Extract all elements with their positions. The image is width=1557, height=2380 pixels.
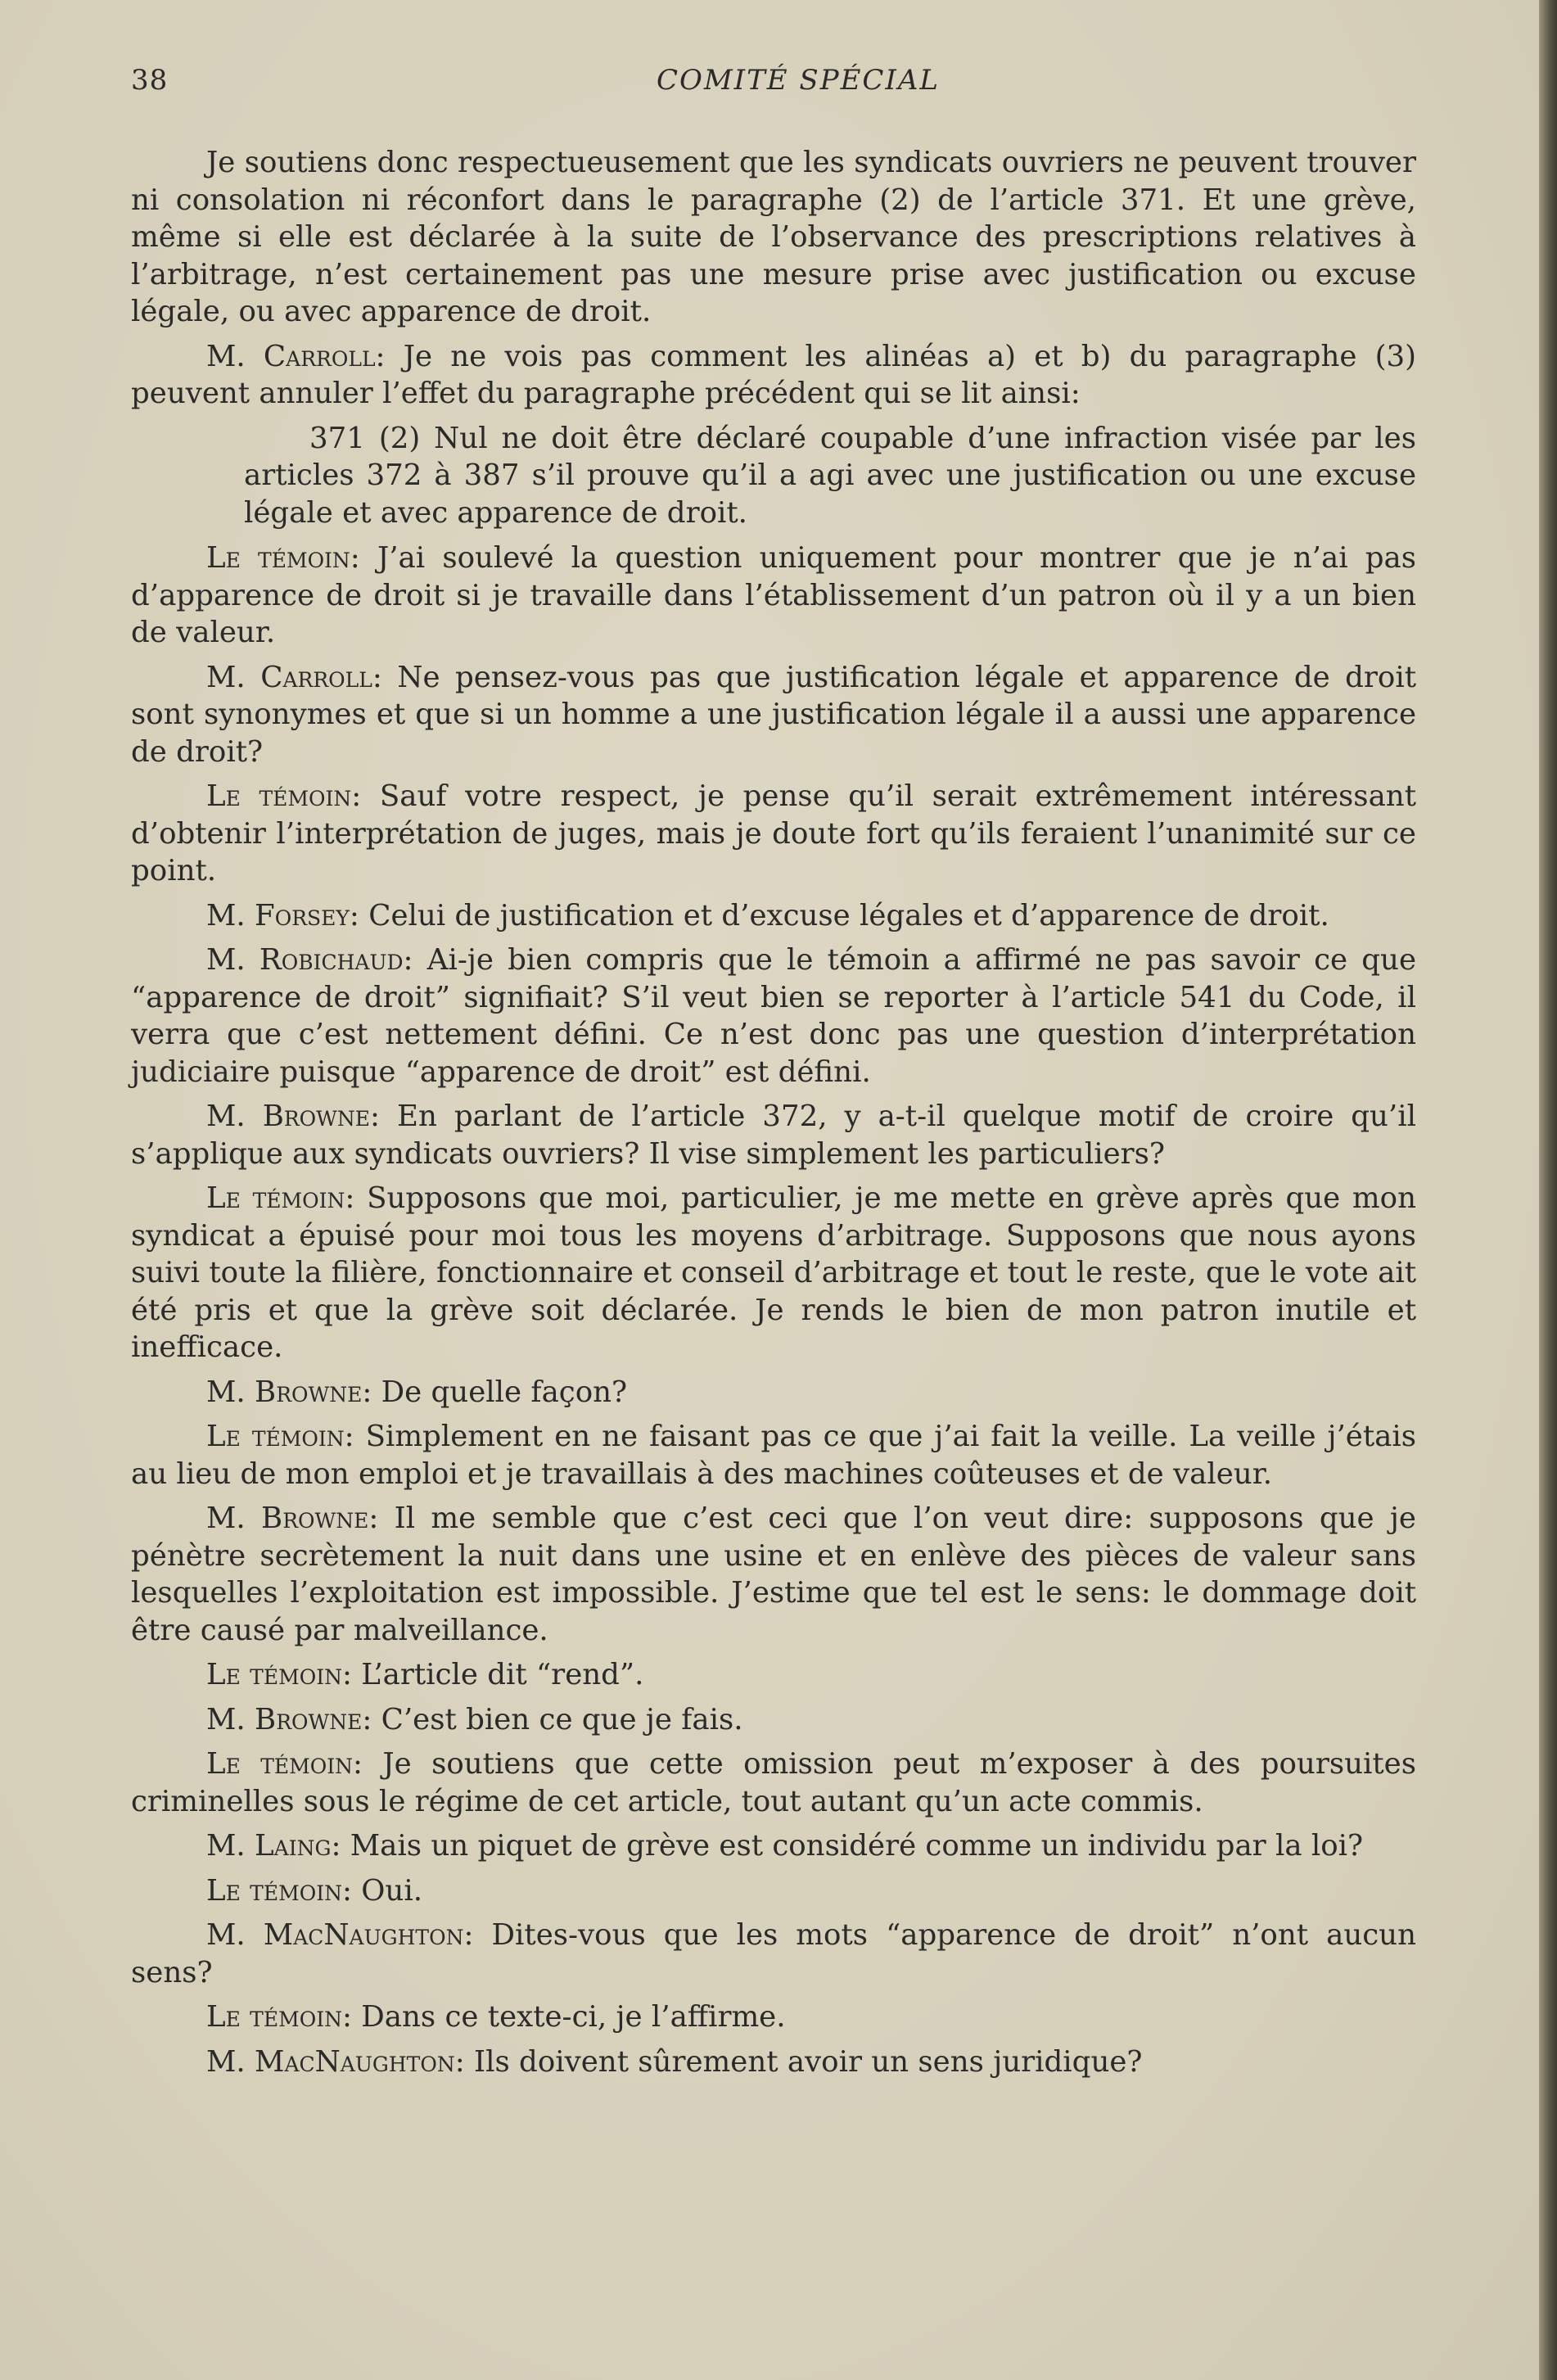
paragraph	[131, 1745, 1416, 1820]
speaker-name: M. Browne:	[206, 1100, 380, 1133]
speaker-name: Le témoin:	[206, 541, 360, 575]
paragraph	[131, 338, 1416, 413]
speaker-name: M. Browne:	[206, 1375, 372, 1409]
paragraph-text: Supposons que moi, particulier, je me mette en grève après que mon syndicat a épuisé pour moi tous les moyens d’arbitrage. Supposons que nous ayons suivi toute la filière, fonctionnaire et conseil d’arbitrage et tout le reste, que le vote ait été pris et que la grève soit déclarée. Je rends le bien de mon patron inutile et inefficace.	[131, 1181, 1416, 1364]
paragraph-text: Il me semble que c’est ceci que l’on veut dire: supposons que je pénètre secrètement la nuit dans une usine et en enlève des pièces de valeur sans lesquelles l’exploitation est impossible. J’estime que tel est le sens: le dommage doit être causé par malveillance.	[131, 1502, 1416, 1647]
speaker-name: M. Robichaud:	[206, 943, 413, 977]
page-number: 38	[131, 64, 169, 97]
paragraph-text: En parlant de l’article 372, y a-t-il quelque motif de croire qu’il s’applique aux syndicats ouvriers? Il vise simplement les particuliers?	[131, 1100, 1416, 1171]
speaker-name: Le témoin:	[206, 1747, 363, 1781]
paragraph-text: Je soutiens que cette omission peut m’exposer à des poursuites criminelles sous le régime de cet article, tout autant qu’un acte commis.	[131, 1747, 1416, 1818]
paragraph-text: J’ai soulevé la question uniquement pour montrer que je n’ai pas d’apparence de droit si je travaille dans l’établissement d’un patron où il y a un bien de valeur.	[131, 541, 1416, 649]
quoted-article	[131, 420, 1416, 532]
paragraph	[131, 778, 1416, 890]
running-title: COMITÉ SPÉCIAL	[656, 64, 940, 97]
paragraph	[131, 942, 1416, 1091]
speaker-name: Le témoin:	[206, 1420, 354, 1453]
paragraph	[131, 659, 1416, 771]
paragraph-text: Dites-vous que les mots “apparence de droit” n’ont aucun sens?	[131, 1918, 1416, 1989]
paragraph	[131, 1872, 1416, 1910]
paragraph	[131, 1418, 1416, 1493]
speaker-name: M. Forsey:	[206, 898, 359, 933]
page-edge-shadow	[1539, 0, 1557, 2380]
paragraph	[131, 897, 1416, 935]
paragraph-text: Ils doivent sûrement avoir un sens juridique?	[474, 2044, 1143, 2079]
paragraph-text: Je ne vois pas comment les alinéas a) et b) du paragraphe (3) peuvent annuler l’effet du paragraphe précédent qui se lit ainsi:	[131, 339, 1417, 410]
paragraph	[131, 1500, 1416, 1649]
paragraph	[131, 144, 1416, 331]
paragraph	[131, 1656, 1416, 1694]
body-text	[131, 144, 1416, 2080]
paragraph-text: Simplement en ne faisant pas ce que j’ai fait la veille. La veille j’étais au lieu de mon emploi et je travaillais à des machines coûteuses et de valeur.	[131, 1420, 1416, 1491]
speaker-name: Le témoin:	[206, 2000, 352, 2034]
paragraph	[131, 1917, 1416, 1991]
paragraph	[131, 540, 1416, 652]
speaker-name: M. MacNaughton:	[206, 2044, 465, 2079]
paragraph	[131, 1098, 1416, 1172]
paragraph-text: Ne pensez-vous pas que justification légale et apparence de droit sont synonymes et que si un homme a une justification légale il a aussi une apparence de droit?	[131, 660, 1417, 769]
paragraph	[131, 1701, 1416, 1739]
page-content	[131, 57, 1416, 2088]
speaker-name: M. Browne:	[206, 1502, 379, 1535]
speaker-name: Le témoin:	[206, 1873, 352, 1908]
paragraph-text: Ai-je bien compris que le témoin a affirmé ne pas savoir ce que “apparence de droit” signifiait? S’il veut bien se reporter à l’article 541 du Code, il verra que c’est nettement défini. Ce n’est donc pas une question d’interprétation judiciaire puisque “apparence de droit” est défini.	[131, 943, 1417, 1089]
speaker-name: M. MacNaughton:	[206, 1918, 474, 1952]
page-header	[131, 57, 1416, 106]
paragraph-text: C’est bien ce que je fais.	[381, 1702, 743, 1736]
paragraph-text: Sauf votre respect, je pense qu’il serait extrêmement intéressant d’obtenir l’interprétation de juges, mais je doute fort qu’ils feraient l’unanimité sur ce point.	[131, 779, 1416, 887]
speaker-name: Le témoin:	[206, 1181, 355, 1215]
paragraph-text: L’article dit “rend”.	[361, 1658, 644, 1691]
paragraph-text: De quelle façon?	[381, 1375, 628, 1409]
speaker-name: Le témoin:	[206, 1658, 352, 1691]
paragraph	[131, 1827, 1416, 1865]
paragraph	[131, 1998, 1416, 2036]
paragraph-text: Je soutiens donc respectueusement que les syndicats ouvriers ne peuvent trouver ni consolation ni réconfort dans le paragraphe (2) de l’article 371. Et une grève, même si elle est déclarée à la suite de l’observance des prescriptions relatives à l’arbitrage, n’est certainement pas une mesure prise avec justification ou excuse légale, ou avec apparence de droit.	[131, 146, 1416, 328]
paragraph-text: Mais un piquet de grève est considéré comme un individu par la loi?	[350, 1829, 1364, 1863]
speaker-name: M. Carroll:	[206, 339, 386, 373]
speaker-name: M. Browne:	[206, 1702, 372, 1736]
paragraph	[131, 1180, 1416, 1366]
speaker-name: M. Carroll:	[206, 660, 382, 694]
paragraph	[131, 2044, 1416, 2081]
paragraph-text: Celui de justification et d’excuse légales et d’apparence de droit.	[368, 898, 1329, 933]
speaker-name: Le témoin:	[206, 779, 362, 813]
paragraph	[131, 1374, 1416, 1411]
paragraph-text: Dans ce texte-ci, je l’affirme.	[361, 2000, 786, 2034]
speaker-name: M. Laing:	[206, 1829, 341, 1863]
quote-text: 371 (2) Nul ne doit être déclaré coupable d’une infraction visée par les articles 372 à 387 s’il prouve qu’il a agi avec une justification ou une excuse légale et avec apparence de droit.	[244, 421, 1416, 530]
paragraph-text: Oui.	[361, 1873, 423, 1908]
